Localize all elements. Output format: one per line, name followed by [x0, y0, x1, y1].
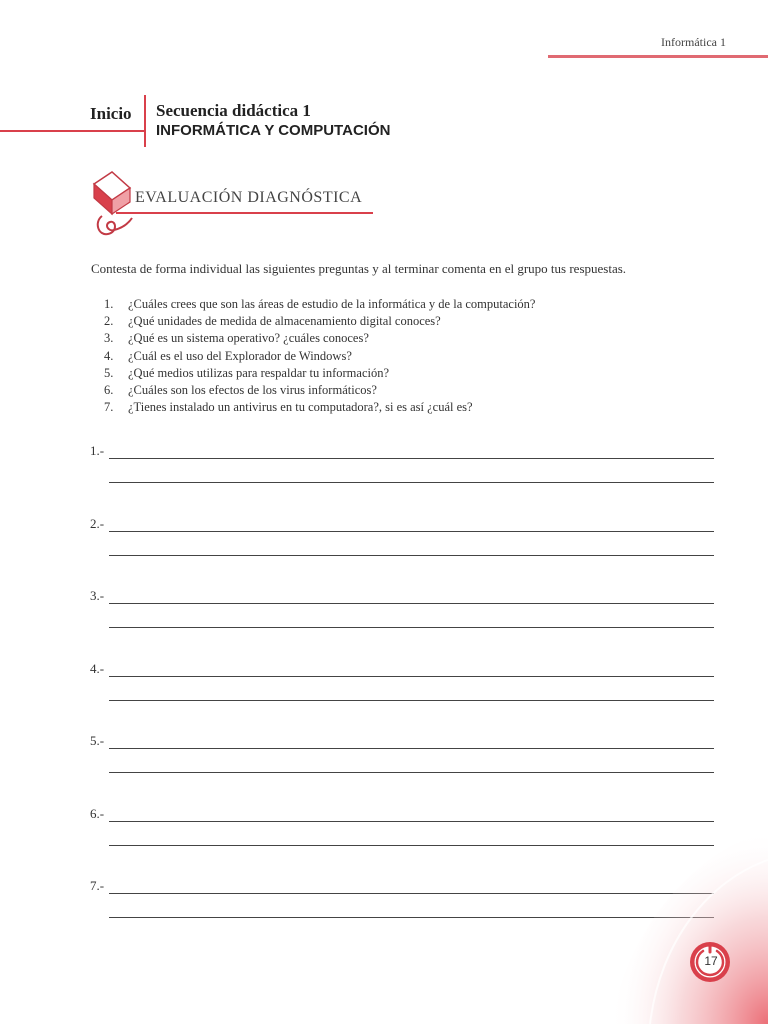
answer-line[interactable]	[109, 772, 714, 773]
question-number: 7.	[104, 400, 114, 415]
answer-block	[90, 730, 714, 803]
answer-block	[90, 513, 714, 586]
answer-label: 7.-	[90, 878, 105, 893]
sequence-title: Secuencia didáctica 1	[156, 101, 311, 120]
answer-line[interactable]	[109, 555, 714, 556]
running-header: Informática 1	[661, 35, 726, 49]
question-text: ¿Cuál es el uso del Explorador de Windows?	[128, 348, 352, 363]
answer-block	[90, 440, 714, 513]
answer-label: 3.-	[90, 588, 105, 603]
answer-label: 6.-	[90, 805, 105, 821]
question-item	[104, 313, 535, 330]
question-item	[104, 330, 535, 347]
answer-line[interactable]	[109, 676, 714, 677]
question-item	[104, 399, 535, 416]
question-list	[104, 296, 535, 416]
answer-label: 5.-	[90, 733, 105, 748]
sequence-subtitle: INFORMÁTICA Y COMPUTACIÓN	[156, 122, 391, 139]
question-text: ¿Cuáles crees que son las áreas de estudio de la informática y de la computación?	[128, 297, 536, 311]
answer-block	[90, 658, 714, 731]
answer-label: 1.-	[90, 443, 105, 458]
question-item	[104, 365, 535, 382]
answer-label: 4.-	[90, 660, 105, 676]
question-text: ¿Cuáles son los efectos de los virus informáticos?	[128, 382, 377, 397]
section-label: Inicio	[90, 104, 132, 123]
question-item	[104, 382, 535, 399]
answer-line[interactable]	[109, 458, 714, 459]
question-number: 5.	[104, 365, 114, 380]
question-item	[104, 348, 535, 365]
question-text: ¿Qué medios utilizas para respaldar tu información?	[128, 365, 390, 380]
section-horizontal-rule	[0, 130, 144, 132]
answer-line[interactable]	[109, 627, 714, 628]
answer-block	[90, 585, 714, 658]
answer-line[interactable]	[109, 700, 714, 701]
answer-label: 2.-	[90, 515, 105, 531]
eraser-pencil-icon	[88, 170, 136, 242]
answer-line[interactable]	[109, 821, 714, 822]
evaluation-rule	[116, 212, 373, 214]
answer-line[interactable]	[109, 748, 714, 749]
question-text: ¿Qué unidades de medida de almacenamiento digital conoces?	[128, 314, 441, 329]
answer-line[interactable]	[109, 531, 714, 532]
question-number: 3.	[104, 331, 114, 346]
question-number: 1.	[104, 297, 114, 311]
question-text: ¿Qué es un sistema operativo? ¿cuáles conoces?	[128, 331, 369, 346]
answer-line[interactable]	[109, 603, 714, 604]
question-number: 4.	[104, 348, 114, 363]
question-number: 6.	[104, 382, 114, 397]
corner-decoration	[560, 830, 768, 1024]
question-number: 2.	[104, 314, 114, 329]
header-rule	[548, 55, 768, 58]
section-vertical-rule	[144, 95, 146, 147]
page-number: 17	[704, 954, 718, 968]
question-item	[104, 296, 535, 313]
instructions-text: Contesta de forma individual las siguientes preguntas y al terminar comenta en el grupo tus respuestas.	[91, 261, 627, 276]
question-text: ¿Tienes instalado un antivirus en tu computadora?, si es así ¿cuál es?	[128, 400, 473, 415]
answer-line[interactable]	[109, 482, 714, 483]
evaluation-title: EVALUACIÓN DIAGNÓSTICA	[135, 189, 363, 206]
